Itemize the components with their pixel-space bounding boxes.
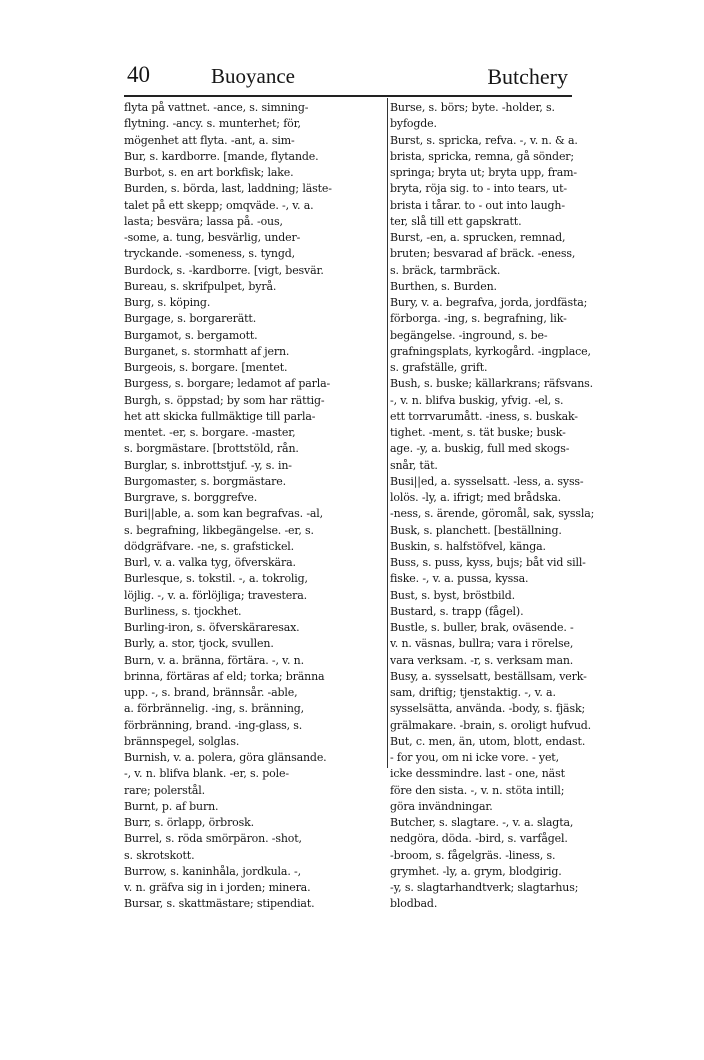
entry-line: Burrow, s. kaninhåla, jordkula. -, xyxy=(124,864,301,878)
entry-line: Bury, v. a. begrafva, jorda, jordfästa; xyxy=(390,296,588,309)
entry-line: nedgöra, döda. -bird, s. varfågel. xyxy=(390,832,568,846)
entry-line: lasta; besvära; lassa på. -ous, xyxy=(124,214,283,228)
entry-line: s. skrotskott. xyxy=(124,848,195,862)
entry-line: Burnish, v. a. polera, göra glänsande. xyxy=(124,751,327,764)
entry-line: Burdock, s. -kardborre. [vigt, besvär. xyxy=(124,263,324,277)
entry-line: v. n. väsnas, bullra; vara i rörelse, xyxy=(390,637,574,651)
entry-line: Buri||able, a. som kan begrafvas. -al, xyxy=(124,507,324,521)
entry-line: Busi||ed, a. sysselsatt. -less, a. syss- xyxy=(390,474,584,488)
entry-line: Burgess, s. borgare; ledamot af parla- xyxy=(124,377,331,391)
entry-line: Burr, s. örlapp, örbrosk. xyxy=(124,816,255,829)
entry-line: talet på ett skepp; omqväde. -, v. a. xyxy=(124,198,314,212)
entry-line: s. bräck, tarmbräck. xyxy=(390,263,501,277)
entry-line: grafningsplats, kyrkogård. -ingplace, xyxy=(390,344,591,358)
entry-line: grymhet. -ly, a. grym, blodgirig. xyxy=(390,864,562,878)
entry-line: But, c. men, än, utom, blott, endast. xyxy=(390,734,586,748)
entry-line: Butcher, s. slagtare. -, v. a. slagta, xyxy=(390,816,574,829)
entry-line: Burg, s. köping. xyxy=(124,296,211,309)
entry-line: Burlesque, s. tokstil. -, a. tokrolig, xyxy=(124,572,308,586)
entry-line: flyta på vattnet. -ance, s. simning- xyxy=(124,101,309,114)
entry-line: brännspegel, solglas. xyxy=(124,734,240,748)
entry-line: tighet. -ment, s. tät buske; busk- xyxy=(390,426,566,439)
entry-line: a. förbrännelig. -ing, s. bränning, xyxy=(124,702,305,716)
entry-line: v. n. gräfva sig in i jorden; minera. xyxy=(124,881,311,894)
entry-line: Bur, s. kardborre. [mande, flytande. xyxy=(124,149,319,163)
entry-line: göra invändningar. xyxy=(390,799,493,813)
entry-line: Burnt, p. af burn. xyxy=(124,799,219,813)
entry-line: Buss, s. puss, kyss, bujs; båt vid sill- xyxy=(390,556,586,569)
entry-line: tryckande. -someness, s. tyngd, xyxy=(124,247,295,261)
entry-line: förborga. -ing, s. begrafning, lik- xyxy=(390,312,567,326)
entry-line: age. -y, a. buskig, full med skogs- xyxy=(390,442,570,456)
entry-line: -broom, s. fågelgräs. -liness, s. xyxy=(390,848,556,862)
left-guide-word: Buoyance xyxy=(211,64,295,88)
entry-line: Burden, s. börda, last, laddning; läste- xyxy=(124,182,332,196)
entry-line: Burgrave, s. borggrefve. xyxy=(124,491,258,504)
entry-line: brinna, förtäras af eld; torka; bränna xyxy=(124,669,325,683)
entry-line: Burse, s. börs; byte. -holder, s. xyxy=(390,101,555,114)
entry-line: Burbot, s. en art borkfisk; lake. xyxy=(124,166,294,179)
entry-line: fiske. -, v. a. pussa, kyssa. xyxy=(390,572,529,586)
entry-line: Bustard, s. trapp (fågel). xyxy=(390,604,524,618)
entry-line: -y, s. slagtarhandtverk; slagtarhus; xyxy=(390,881,579,894)
entry-line: s. borgmästare. [brottstöld, rån. xyxy=(124,442,299,456)
entry-line: bruten; besvarad af bräck. -eness, xyxy=(390,247,576,261)
right-guide-word: Butchery xyxy=(487,64,568,89)
entry-line: bryta, röja sig. to - into tears, ut- xyxy=(390,182,567,196)
entry-line: Bureau, s. skrifpulpet, byrå. xyxy=(124,279,277,293)
entry-line: blodbad. xyxy=(390,897,438,911)
entry-line: upp. -, s. brand, brännsår. -able, xyxy=(124,686,298,699)
entry-line: före den sista. -, v. n. stöta intill; xyxy=(390,783,565,797)
entry-line: dödgräfvare. -ne, s. grafstickel. xyxy=(124,539,295,553)
entry-line: -, v. n. blifva blank. -er, s. pole- xyxy=(124,767,289,781)
entry-line: ter, slå till ett gapskratt. xyxy=(390,214,522,228)
entry-line: s. grafställe, grift. xyxy=(390,361,488,374)
entry-line: sysselsätta, använda. -body, s. fjäsk; xyxy=(390,702,586,716)
entry-line: Burl, v. a. valka tyg, öfverskära. xyxy=(124,556,296,569)
entry-line: sam, driftig; tjenstaktig. -, v. a. xyxy=(390,686,556,699)
entry-line: Burrel, s. röda smörpäron. -shot, xyxy=(124,832,302,846)
entry-line: rare; polerstål. xyxy=(124,783,205,797)
entry-line: Burgomaster, s. borgmästare. xyxy=(124,474,286,488)
entry-line: Buskin, s. halfstöfvel, känga. xyxy=(390,539,546,553)
entry-line: Burling-iron, s. öfverskäraresax. xyxy=(124,621,300,634)
entry-line: Burgage, s. borgarerätt. xyxy=(124,312,257,326)
entry-line: Burst, -en, a. sprucken, remnad, xyxy=(390,231,566,244)
entry-line: s. begrafning, likbegängelse. -er, s. xyxy=(124,523,314,537)
entry-line: -, v. n. blifva buskig, yfvig. -el, s. xyxy=(390,393,564,407)
entry-line: Bursar, s. skattmästare; stipendiat. xyxy=(124,897,315,911)
entry-line: Burglar, s. inbrottstjuf. -y, s. in- xyxy=(124,458,292,472)
entry-line: Busy, a. sysselsatt, beställsam, verk- xyxy=(390,669,587,683)
entry-line: grälmakare. -brain, s. oroligt hufvud. xyxy=(390,718,592,732)
entry-line: het att skicka fullmäktige till parla- xyxy=(124,409,316,423)
entry-line: Burst, s. spricka, refva. -, v. n. & a. xyxy=(390,133,578,147)
entry-line: Burganet, s. stormhatt af jern. xyxy=(124,344,290,358)
entry-line: mentet. -er, s. borgare. -master, xyxy=(124,426,296,439)
entry-line: löjlig. -, v. a. förlöjliga; travestera. xyxy=(124,588,307,602)
entry-line: Burgh, s. öppstad; by som har rättig- xyxy=(124,393,325,407)
entry-line: Bust, s. byst, bröstbild. xyxy=(390,588,516,602)
entry-line: flytning. -ancy. s. munterhet; för, xyxy=(124,117,301,131)
right-column xyxy=(390,100,662,913)
entry-line: Burgeois, s. borgare. [mentet. xyxy=(124,361,288,374)
entry-line: springa; bryta ut; bryta upp, fram- xyxy=(390,166,577,179)
entry-line: lolös. -ly, a. ifrigt; med brådska. xyxy=(390,491,561,504)
entry-line: Burthen, s. Burden. xyxy=(390,279,497,293)
entry-line: Burly, a. stor, tjock, svullen. xyxy=(124,637,274,651)
page-number: 40 xyxy=(127,62,150,87)
header-rule xyxy=(124,95,572,97)
entry-line: Bush, s. buske; källarkrans; räfsvans. xyxy=(390,377,593,391)
entry-line: - for you, om ni icke vore. - yet, xyxy=(390,751,559,764)
entry-line: -some, a. tung, besvärlig, under- xyxy=(124,231,301,244)
entry-line: brista i tårar. to - out into laugh- xyxy=(390,198,565,212)
entry-line: byfogde. xyxy=(390,117,437,131)
entry-line: ett torrvarumått. -iness, s. buskak- xyxy=(390,409,578,423)
entry-line: begängelse. -inground, s. be- xyxy=(390,328,548,342)
entry-line: brista, spricka, remna, gå sönder; xyxy=(390,149,574,163)
left-column xyxy=(124,100,389,913)
entry-line: Busk, s. planchett. [beställning. xyxy=(390,523,562,537)
entry-line: -ness, s. ärende, göromål, sak, syssla; xyxy=(390,507,595,521)
entry-line: Burliness, s. tjockhet. xyxy=(124,604,242,618)
entry-line: vara verksam. -r, s. verksam man. xyxy=(390,653,574,667)
entry-line: Burn, v. a. bränna, förtära. -, v. n. xyxy=(124,653,304,667)
entry-line: förbränning, brand. -ing-glass, s. xyxy=(124,718,303,732)
entry-line: mögenhet att flyta. -ant, a. sim- xyxy=(124,133,295,147)
entry-line: snår, tät. xyxy=(390,458,438,472)
entry-line: Bustle, s. buller, brak, oväsende. - xyxy=(390,621,574,634)
entry-line: icke dessmindre. last - one, näst xyxy=(390,767,565,781)
entry-line: Burgamot, s. bergamott. xyxy=(124,328,258,342)
